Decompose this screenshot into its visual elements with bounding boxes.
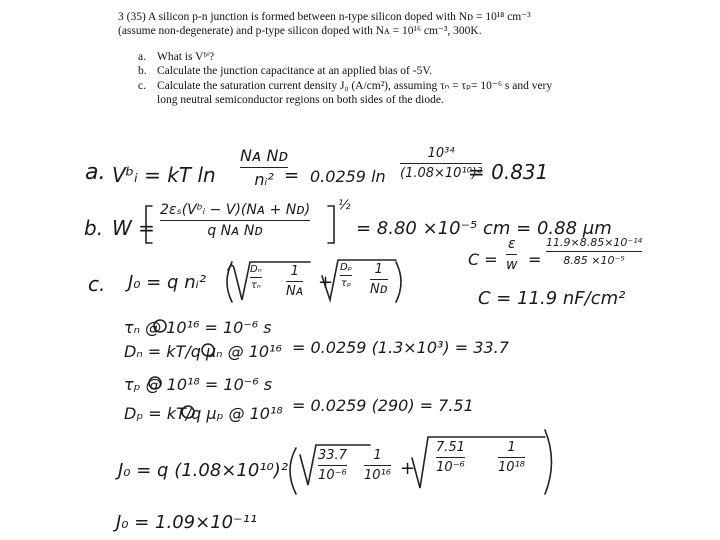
part-c-nd: Nᴅ bbox=[370, 282, 388, 297]
capacitance-fraction bbox=[506, 236, 517, 273]
part-a-denominator-2: (1.08×10¹⁰)² bbox=[400, 166, 483, 181]
part-c-taun: τₙ bbox=[250, 280, 261, 291]
final-f1n: 1 bbox=[373, 448, 382, 463]
part-c-taup: τₚ bbox=[340, 278, 352, 289]
work-line-dn-value: = 0.0259 (1.3×10³) = 33.7 bbox=[292, 338, 509, 357]
part-a-mid: 0.0259 ln bbox=[310, 167, 386, 186]
problem-item-c-text-cont: long neutral semiconductor regions on both sides of the diode. bbox=[157, 94, 444, 106]
fraction-bar bbox=[364, 465, 391, 466]
final-lhs: J₀ = q (1.08×10¹⁰)² bbox=[118, 460, 288, 481]
part-a-lhs: Vᵇᵢ = kT ln bbox=[112, 163, 216, 187]
capacitance-fraction-2 bbox=[546, 236, 642, 267]
part-c-one-d: 1 bbox=[374, 262, 383, 277]
part-b-power: ½ bbox=[338, 198, 351, 213]
problem-item-c-label: c. bbox=[138, 80, 146, 92]
part-c-diffusion-n bbox=[250, 264, 262, 291]
final-f2d: 10¹⁸ bbox=[498, 460, 525, 475]
part-b-numerator: 2εₛ(Vᵇᵢ − V)(Nᴀ + Nᴅ) bbox=[160, 202, 311, 218]
part-a-denominator: nᵢ² bbox=[254, 170, 274, 189]
part-c-label: c. bbox=[88, 272, 106, 296]
final-answer: J₀ = 1.09×10⁻¹¹ bbox=[116, 512, 258, 533]
part-c-lhs: J₀ = q nᵢ² bbox=[128, 272, 207, 293]
capacitance-result: C = 11.9 nF/cm² bbox=[478, 288, 626, 309]
final-term-1 bbox=[318, 448, 347, 483]
part-c-one-a: 1 bbox=[290, 264, 299, 279]
problem-item-a-label: a. bbox=[138, 51, 146, 63]
fraction-bar bbox=[318, 465, 347, 466]
fraction-bar bbox=[370, 279, 388, 280]
fraction-bar bbox=[506, 254, 517, 255]
part-c-diffusion-p bbox=[340, 262, 352, 289]
final-f1d: 10¹⁶ bbox=[364, 468, 391, 483]
part-b-result: = 8.80 ×10⁻⁵ cm = 0.88 μm bbox=[356, 218, 612, 239]
part-a-numerator-2: 10³⁴ bbox=[427, 146, 455, 161]
problem-line-1: 3 (35) A silicon p-n junction is formed between n-type silicon doped with Nᴅ = 10¹⁸ cm⁻³ bbox=[118, 11, 531, 23]
final-d1: 10⁻⁶ bbox=[318, 468, 347, 483]
part-a-fraction bbox=[240, 146, 288, 189]
work-line-dp-value: = 0.0259 (290) = 7.51 bbox=[292, 396, 474, 415]
work-line-dp: Dₚ = kT/q μₚ @ 10¹⁸ bbox=[124, 404, 283, 423]
fraction-bar bbox=[160, 220, 310, 221]
fraction-bar bbox=[436, 457, 465, 458]
part-c-dp: Dₚ bbox=[340, 262, 352, 273]
capacitance-denominator-2: 8.85 ×10⁻⁵ bbox=[563, 254, 625, 267]
work-line-taup: τₚ @ 10¹⁸ = 10⁻⁶ s bbox=[124, 375, 273, 394]
part-b-fraction bbox=[160, 202, 310, 239]
part-a-equals: = bbox=[284, 165, 300, 186]
fraction-bar bbox=[546, 251, 642, 252]
final-n1: 33.7 bbox=[318, 448, 347, 463]
fraction-bar bbox=[240, 167, 288, 168]
final-d2: 10⁻⁶ bbox=[436, 460, 465, 475]
problem-item-a-text: What is Vᵇⁱ? bbox=[157, 51, 215, 63]
fraction-bar bbox=[250, 277, 262, 278]
capacitance-equals: = bbox=[528, 250, 542, 269]
work-line-taun: τₙ @ 10¹⁶ = 10⁻⁶ s bbox=[124, 318, 272, 337]
part-b-lhs: W = bbox=[112, 216, 155, 240]
part-a-numerator: Nᴀ Nᴅ bbox=[240, 146, 289, 165]
final-term-1b bbox=[364, 448, 391, 483]
part-b-label: b. bbox=[84, 216, 104, 240]
part-c-plus: + bbox=[318, 272, 334, 293]
part-c-dn: Dₙ bbox=[250, 264, 262, 275]
capacitance-lhs: C = bbox=[468, 250, 498, 269]
final-n2: 7.51 bbox=[436, 440, 465, 455]
part-c-inverse-na bbox=[286, 264, 303, 299]
fraction-bar bbox=[340, 275, 352, 276]
part-c-na: Nᴀ bbox=[286, 284, 304, 299]
capacitance-numerator-2: 11.9×8.85×10⁻¹⁴ bbox=[546, 236, 643, 249]
part-a-label: a. bbox=[85, 160, 106, 185]
fraction-bar bbox=[286, 281, 303, 282]
problem-item-b-text: Calculate the junction capacitance at an applied bias of -5V. bbox=[157, 65, 433, 77]
work-line-dn: Dₙ = kT/q μₙ @ 10¹⁶ bbox=[124, 342, 282, 361]
final-term-2b bbox=[498, 440, 525, 475]
final-term-2 bbox=[436, 440, 465, 475]
capacitance-numerator: ε bbox=[507, 236, 516, 252]
problem-item-b-label: b. bbox=[138, 65, 147, 77]
problem-item-c-text: Calculate the saturation current density J₀ (A/cm²), assuming τₙ = τₚ= 10⁻⁶ s and very bbox=[157, 80, 553, 92]
final-plus: + bbox=[400, 458, 416, 479]
part-a-result: = 0.831 bbox=[468, 160, 549, 184]
problem-line-2: (assume non-degenerate) and p-type silicon doped with Nᴀ = 10¹⁶ cm⁻³, 300K. bbox=[118, 25, 482, 37]
fraction-bar bbox=[498, 457, 525, 458]
part-b-denominator: q Nᴀ Nᴅ bbox=[207, 223, 263, 239]
capacitance-denominator: w bbox=[506, 257, 518, 273]
final-f2n: 1 bbox=[507, 440, 516, 455]
part-c-inverse-nd bbox=[370, 262, 388, 297]
